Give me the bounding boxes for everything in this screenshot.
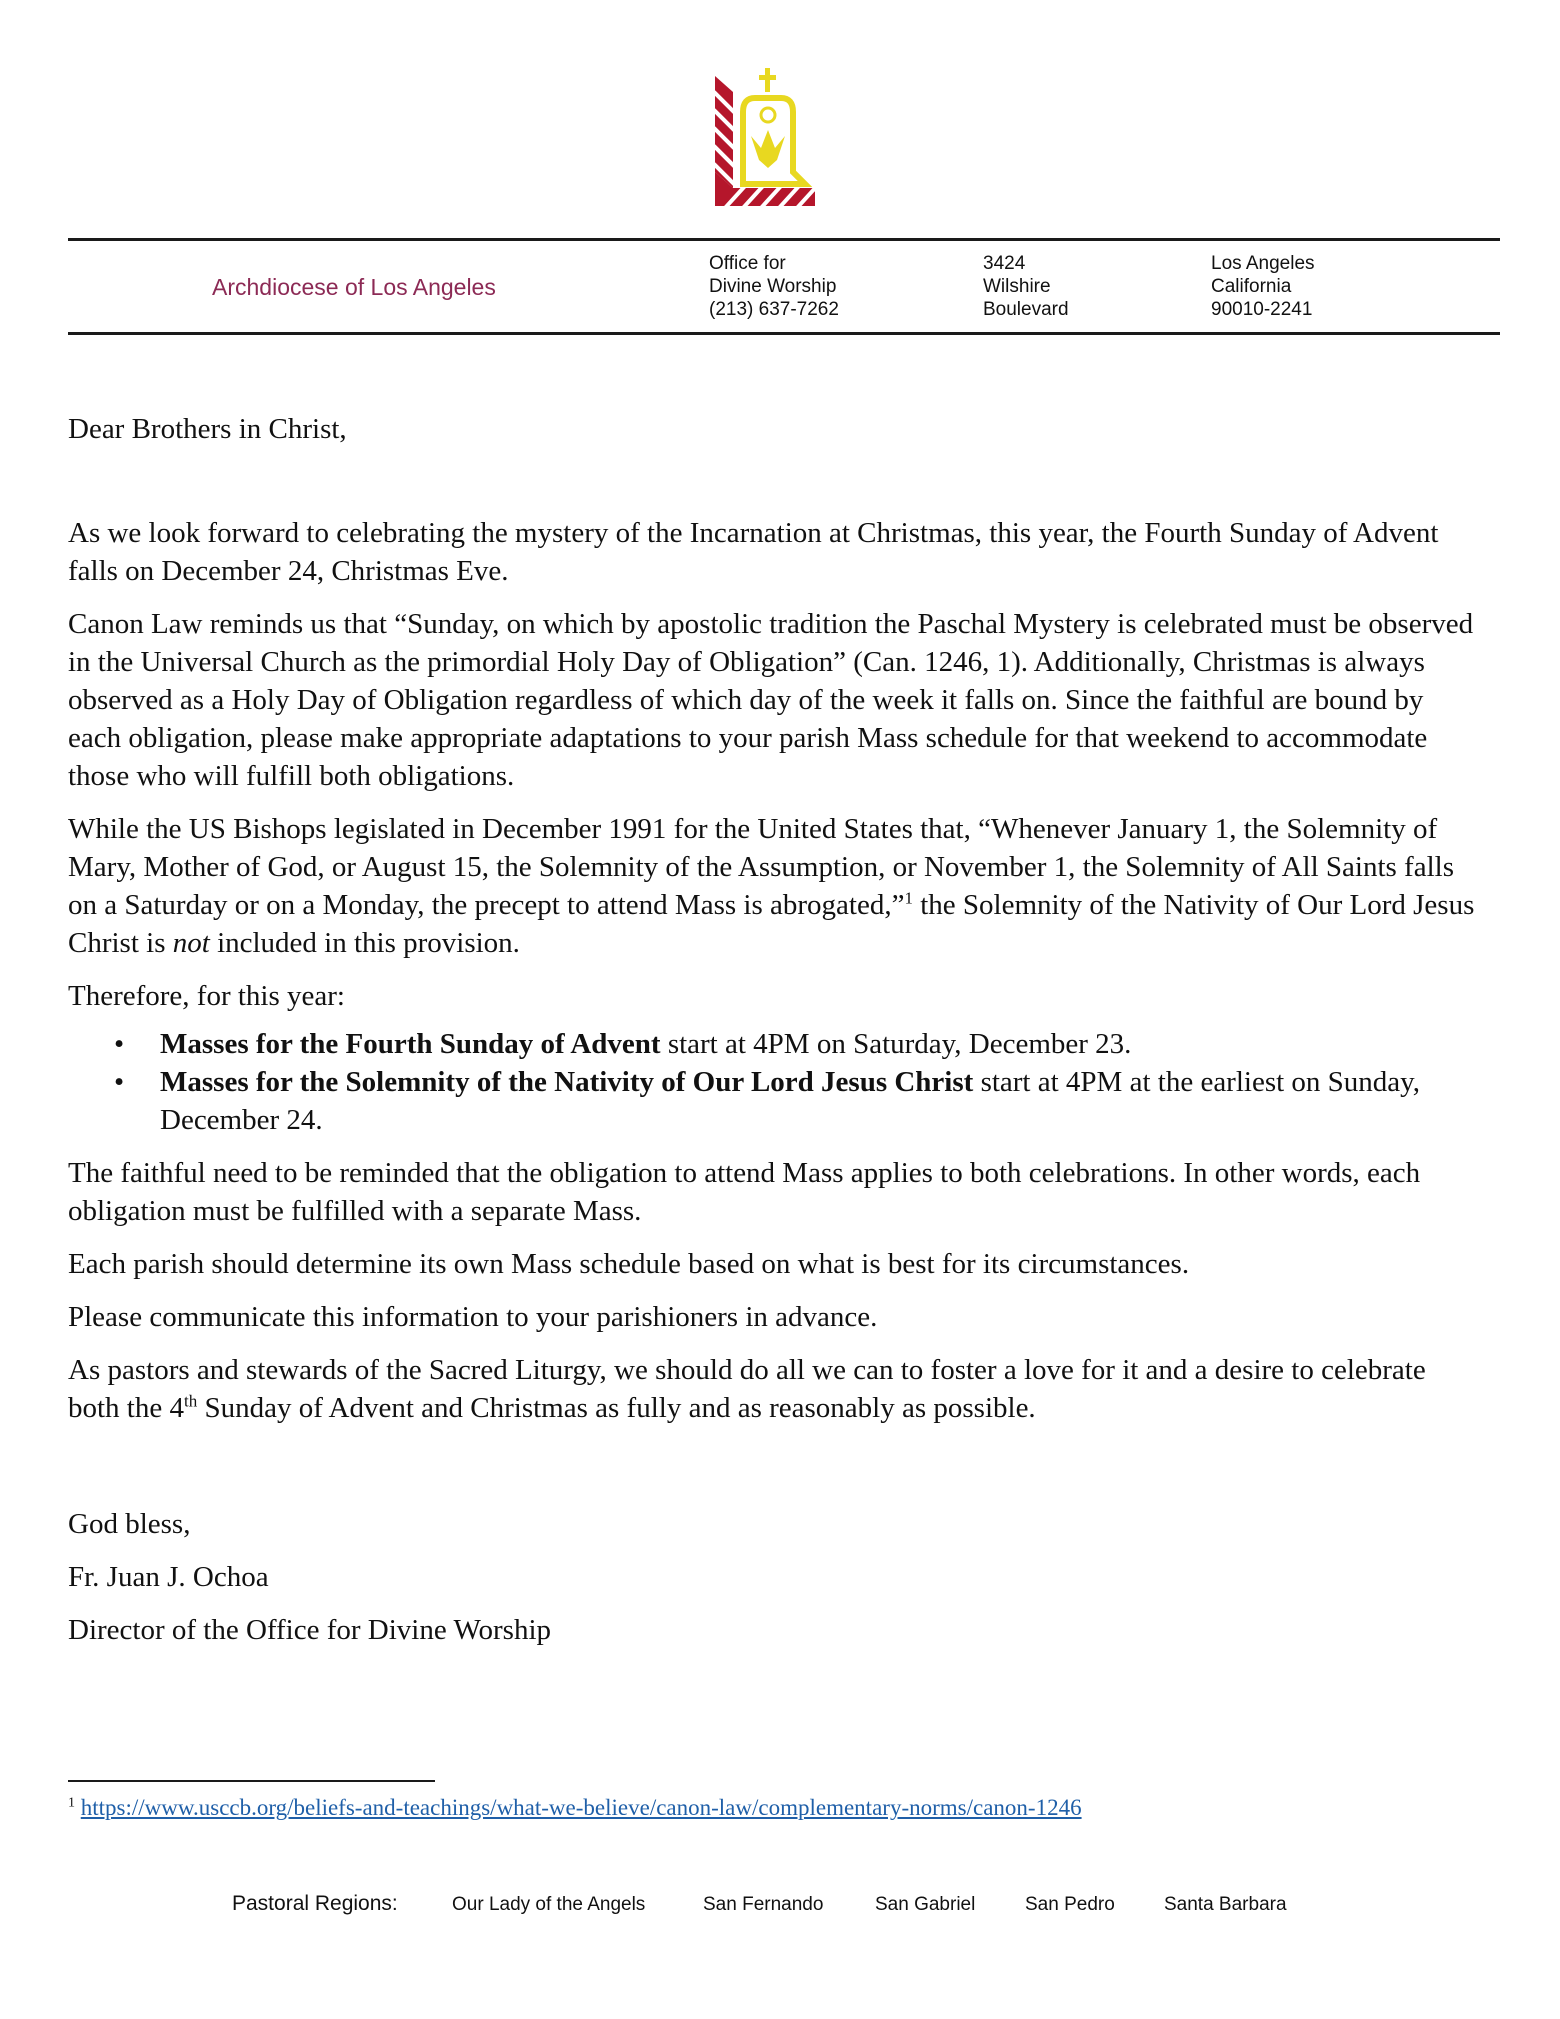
blessing: God bless,: [68, 1508, 191, 1540]
paragraph: As we look forward to celebrating the mystery of the Incarnation at Christmas, this year, the Fourth Sunday of Advent falls on December 24, Christmas Eve.: [68, 517, 1439, 587]
region-item: San Fernando: [703, 1894, 824, 1915]
paragraph: Canon Law reminds us that “Sunday, on which by apostolic tradition the Paschal Mystery is celebrated must be observed in the Universal Church as the primordial Holy Day of Obligation” (Can. 1246, 1). Additionally, Christmas is always observed as a Holy Day of Obligation regardless of which day of the week it falls on. Since the faithful are bound by each obligation, please make appropriate adaptations to your parish Mass schedule for that weekend to accommodate those who will fulfill both obligations.: [68, 608, 1474, 792]
list-item: • Masses for the Solemnity of the Nativity of Our Lord Jesus Christ start at 4PM at the earliest on Sunday, December 24.: [160, 1063, 1478, 1139]
bullet-icon: •: [114, 1066, 125, 1098]
mass-schedule-list: [68, 1025, 1478, 1139]
street-line: Wilshire: [983, 276, 1051, 297]
street-line: Boulevard: [983, 299, 1069, 320]
city-address-block: [1211, 252, 1315, 321]
footnote-mark: 1: [68, 1795, 75, 1811]
office-line: Divine Worship: [709, 276, 837, 297]
paragraph: The faithful need to be reminded that the obligation to attend Mass applies to both celebrations. In other words, each obligation must be fulfilled with a separate Mass.: [68, 1157, 1421, 1227]
letter-body: [68, 514, 1478, 1442]
region-item: Santa Barbara: [1164, 1894, 1287, 1915]
city-line: Los Angeles: [1211, 253, 1315, 274]
office-contact-block: [709, 252, 839, 321]
region-item: Our Lady of the Angels: [452, 1894, 646, 1915]
archdiocese-crest-icon: [715, 68, 820, 210]
signer-title: Director of the Office for Divine Worship: [68, 1614, 552, 1646]
bullet-icon: •: [114, 1028, 125, 1060]
footnote-rule: [68, 1780, 435, 1782]
footnote: [68, 1795, 1082, 1821]
office-phone: (213) 637-7262: [709, 299, 839, 320]
paragraph: While the US Bishops legislated in December 1991 for the United States that, “Whenever January 1, the Solemnity of Mary, Mother of God, or August 15, the Solemnity of the Assumption, or November 1, the Solemnity of All Saints falls on a Saturday or on a Monday, the precept to attend Mass is abrogated,”$^1$ the Solemnity of the Nativity of Our Lord Jesus Christ is not included in this provision.: [68, 813, 1475, 959]
footnote-reference: 1: [904, 888, 913, 908]
region-item: San Gabriel: [875, 1894, 976, 1915]
paragraph: As pastors and stewards of the Sacred Liturgy, we should do all we can to foster a love for it and a desire to celebrate both the 4th Sunday of Advent and Christmas as fully and as reasonably as possible.: [68, 1354, 1426, 1424]
salutation: Dear Brothers in Christ,: [68, 413, 347, 445]
street-address-block: [983, 252, 1069, 321]
letterhead-top-rule: [68, 238, 1500, 241]
region-item: San Pedro: [1025, 1894, 1115, 1915]
footnote-link[interactable]: https://www.usccb.org/beliefs-and-teachings/what-we-believe/canon-law/complementary-norms/canon-1246: [80, 1795, 1082, 1820]
office-line: Office for: [709, 253, 786, 274]
zip-line: 90010-2241: [1211, 299, 1313, 320]
paragraph: Therefore, for this year:: [68, 980, 345, 1012]
paragraph: Please communicate this information to your parishioners in advance.: [68, 1301, 878, 1333]
street-line: 3424: [983, 253, 1026, 274]
list-item: • Masses for the Fourth Sunday of Advent start at 4PM on Saturday, December 23.: [160, 1025, 1478, 1063]
organization-name: Archdiocese of Los Angeles: [212, 274, 496, 300]
letterhead-bottom-rule: [68, 332, 1500, 335]
paragraph: Each parish should determine its own Mass schedule based on what is best for its circumstances.: [68, 1248, 1190, 1280]
regions-label: Pastoral Regions:: [232, 1892, 398, 1915]
signature-block: [68, 1505, 1478, 1664]
state-line: California: [1211, 276, 1292, 297]
signer-name: Fr. Juan J. Ochoa: [68, 1561, 269, 1593]
